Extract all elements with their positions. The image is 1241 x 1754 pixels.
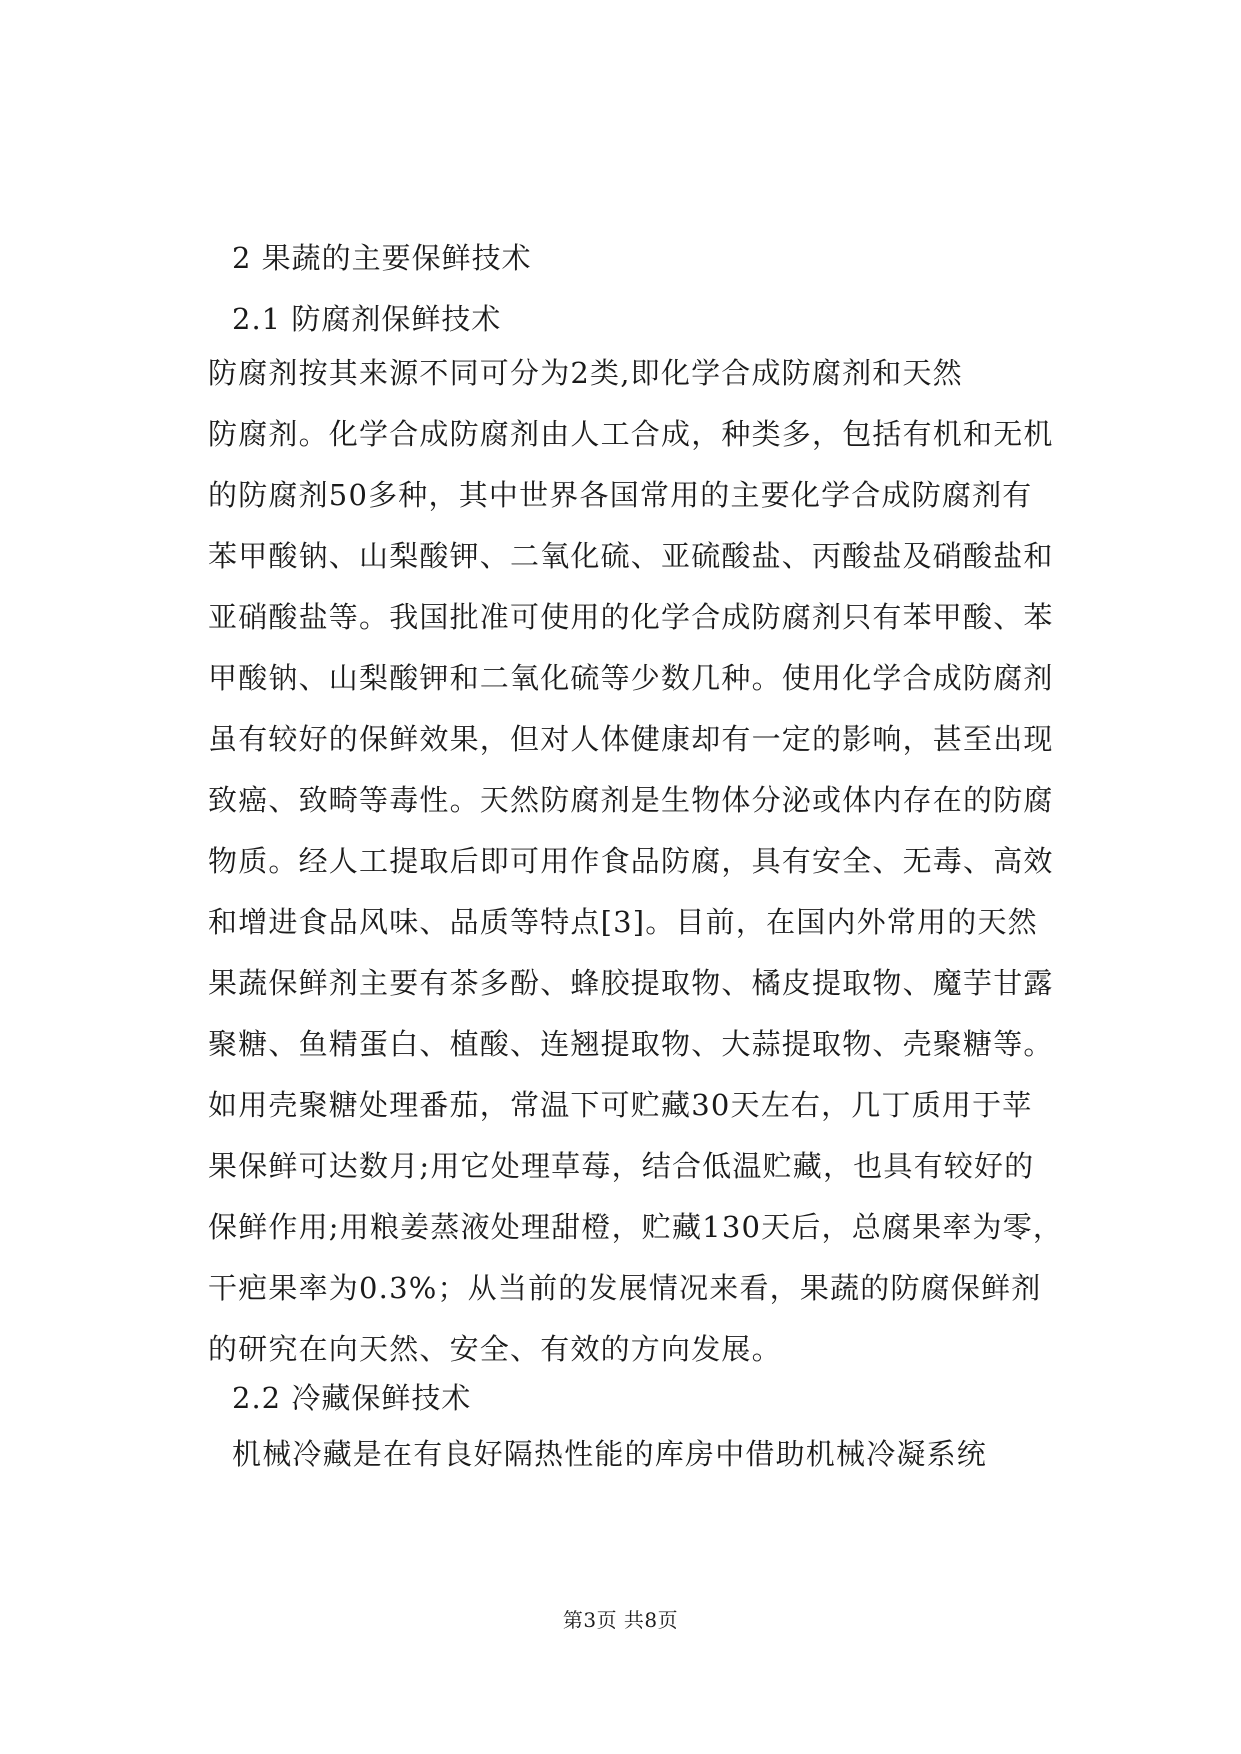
paragraph-line: 干疤果率为0.3%；从当前的发展情况来看，果蔬的防腐保鲜剂 (208, 1271, 1042, 1305)
paragraph-line: 防腐剂按其来源不同可分为2类,即化学合成防腐剂和天然 (208, 356, 963, 390)
paragraph-line: 果蔬保鲜剂主要有茶多酚、蜂胶提取物、橘皮提取物、魔芋甘露 (208, 966, 1054, 1000)
page-footer: 第3页 共8页 (562, 1608, 679, 1632)
paragraph-line: 物质。经人工提取后即可用作食品防腐，具有安全、无毒、高效 (208, 844, 1054, 878)
paragraph-line: 虽有较好的保鲜效果，但对人体健康却有一定的影响，甚至出现 (208, 722, 1054, 756)
section-heading-2-1: 2.1 防腐剂保鲜技术 (232, 302, 502, 336)
section-heading-2-2: 2.2 冷藏保鲜技术 (232, 1381, 472, 1415)
paragraph-line: 的防腐剂50多种，其中世界各国常用的主要化学合成防腐剂有 (208, 478, 1033, 512)
paragraph-line: 的研究在向天然、安全、有效的方向发展。 (208, 1332, 782, 1366)
paragraph-line: 如用壳聚糖处理番茄，常温下可贮藏30天左右，几丁质用于苹 (208, 1088, 1033, 1122)
paragraph-line: 和增进食品风味、品质等特点[3]。目前，在国内外常用的天然 (208, 905, 1038, 939)
paragraph-cold-storage (232, 1424, 1092, 1485)
section-heading-2: 2 果蔬的主要保鲜技术 (232, 241, 532, 275)
paragraph-line: 亚硝酸盐等。我国批准可使用的化学合成防腐剂只有苯甲酸、苯 (208, 600, 1054, 634)
paragraph-line: 防腐剂。化学合成防腐剂由人工合成，种类多，包括有机和无机 (208, 417, 1054, 451)
paragraph-preservatives (208, 343, 1108, 1380)
paragraph-line: 果保鲜可达数月;用它处理草莓，结合低温贮藏，也具有较好的 (208, 1149, 1035, 1183)
paragraph-line: 机械冷藏是在有良好隔热性能的库房中借助机械冷凝系统 (232, 1437, 988, 1471)
paragraph-line: 聚糖、鱼精蛋白、植酸、连翘提取物、大蒜提取物、壳聚糖等。 (208, 1027, 1054, 1061)
paragraph-line: 苯甲酸钠、山梨酸钾、二氧化硫、亚硫酸盐、丙酸盐及硝酸盐和 (208, 539, 1054, 573)
paragraph-line: 保鲜作用;用粮姜蒸液处理甜橙，贮藏130天后，总腐果率为零， (208, 1210, 1064, 1244)
paragraph-line: 致癌、致畸等毒性。天然防腐剂是生物体分泌或体内存在的防腐 (208, 783, 1054, 817)
paragraph-line: 甲酸钠、山梨酸钾和二氧化硫等少数几种。使用化学合成防腐剂 (208, 661, 1054, 695)
